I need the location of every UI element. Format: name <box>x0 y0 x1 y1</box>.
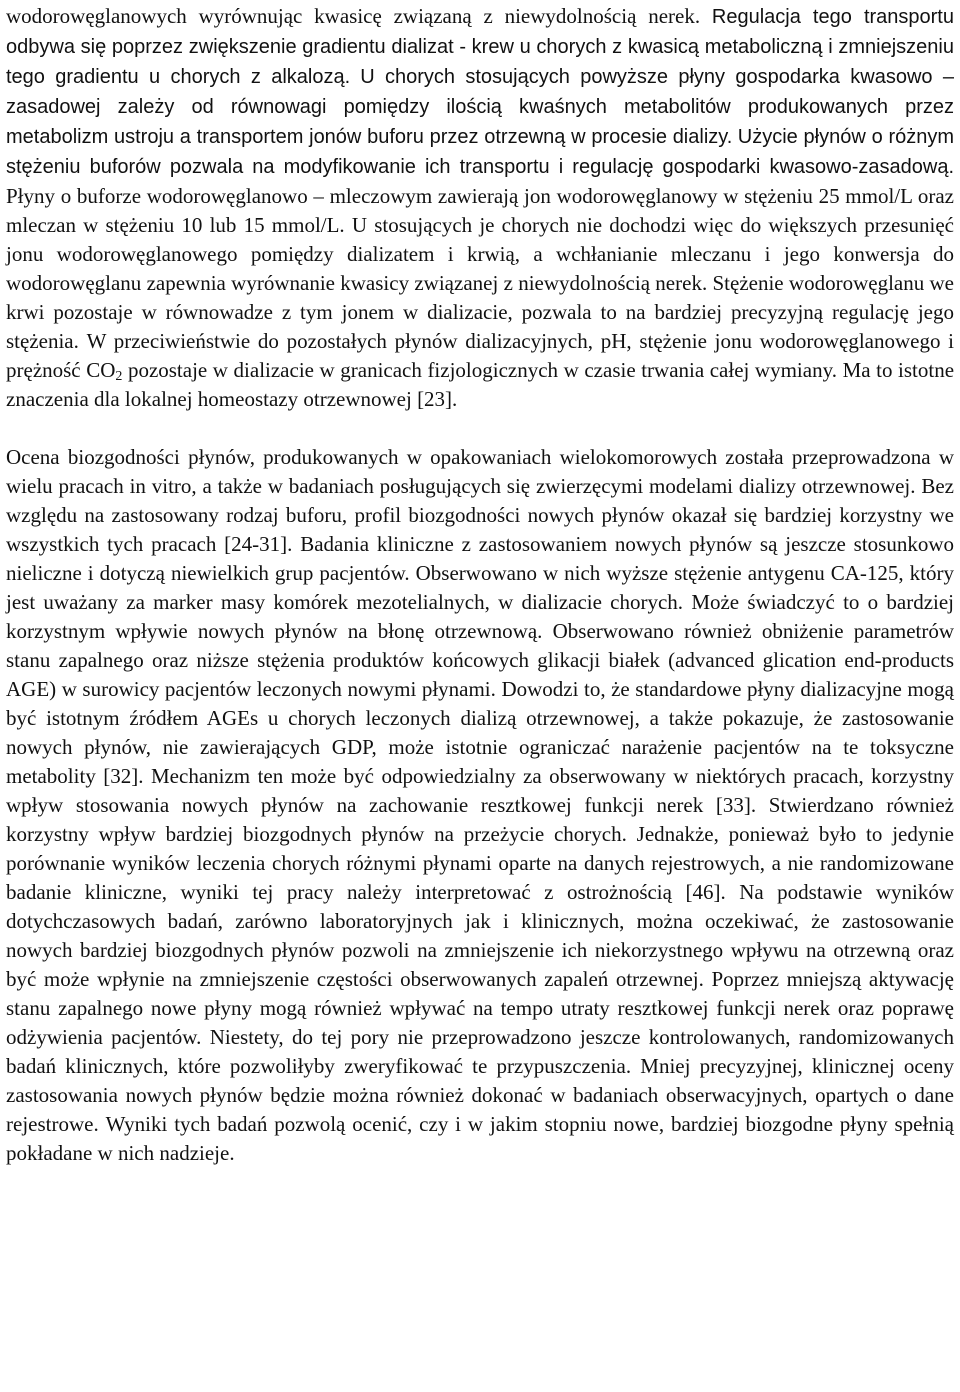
sentence: Wyniki tych badań pozwolą ocenić, czy i w jakim stopniu nowe, bardziej biozgodne płyny spełnią pokładane w nich nadzieje. <box>6 1112 954 1165</box>
sentence-with-co2 <box>6 329 954 382</box>
sentence: Stwierdzano również korzystny wpływ bardziej biozgodnych płynów na przeżycie chorych. <box>6 793 955 846</box>
document-page <box>6 2 954 1168</box>
sentence: Może świadczyć to o bardziej korzystnym wpływie nowych płynów na błonę otrzewnową. <box>6 590 955 643</box>
sentence: wodorowęglanowych wyrównując kwasicę związaną z niewydolnością nerek. <box>6 4 701 28</box>
sentence: Obserwowano również obniżenie parametrów stanu zapalnego oraz niższe stężenia produktów końcowych glikacji białek (advanced glication end-products AGE) w surowicy pacjentów leczonych nowymi płynami. <box>6 619 955 701</box>
sentence: Stężenie wodorowęglanu we krwi pozostaje w równowadze z tym jonem w dializacie, pozwala to na bardziej precyzyjną regulację jego stężenia. <box>6 271 955 353</box>
sentence: Dowodzi to, że standardowe płyny dializacyjne mogą być istotnym źródłem AGEs u chorych leczonych dializą otrzewnowej, a także pokazuje, że zastosowanie nowych płynów, nie zawierających GDP, może istotnie ograniczać narażenie pacjentów na te toksyczne metabolity [32]. <box>6 677 954 788</box>
subscript: 2 <box>115 369 123 384</box>
sentence: Poprzez mniejszą aktywację stanu zapalnego nowe płyny mogą również wpływać na tempo utraty resztkowej funkcji nerek oraz poprawę odżywienia pacjentów. <box>6 967 955 1049</box>
sentence: Niestety, do tej pory nie przeprowadzono jeszcze kontrolowanych, randomizowanych badań klinicznych, które pozwoliłyby zweryfikować te przypuszczenia. <box>6 1025 955 1078</box>
sentence: Na podstawie wyników dotychczasowych badań, zarówno laboratoryjnych jak i klinicznych, można oczekiwać, że zastosowanie nowych bardziej biozgodnych płynów pozwoli na zmniejszenie ich niekorzystnego wpływu na otrzewną oraz być może wpłynie na zmniejszenie częstości obserwowanych zapaleń otrzewnej. <box>6 880 954 991</box>
paragraph-biocompatibility <box>6 443 954 1168</box>
sentence: Ma to istotne znaczenia dla lokalnej homeostazy otrzewnowej [23]. <box>6 358 955 411</box>
sentence: Regulacja tego transportu odbywa się poprzez zwiększenie gradientu dializat - krew u chorych z kwasicą metaboliczną i zmniejszeniu tego gradientu u chorych z alkalozą. <box>6 6 954 88</box>
sentence-text-after: pozostaje w dializacie w granicach fizjologicznych w czasie trwania całej wymiany. <box>122 358 837 382</box>
sentence: Jednakże, ponieważ było to jedynie porównanie wyników leczenia chorych różnymi płynami oparte na danych rejestrowych, a nie randomizowane badanie kliniczne, wyniki tej pracy należy interpretować z ostrożnością [46]. <box>6 822 955 904</box>
sentence: Mniej precyzyjnej, klinicznej oceny zastosowania nowych płynów będzie można również dokonać w badaniach obserwacyjnych, opartych o dane rejestrowe. <box>6 1054 955 1136</box>
sentence: Badania kliniczne z zastosowaniem nowych płynów są jeszcze stosunkowo nieliczne i dotyczą niewielkich grup pacjentów. <box>6 532 954 585</box>
paragraph-buffer-transport <box>6 2 954 414</box>
sentence: Mechanizm ten może być odpowiedzialny za obserwowany w niektórych pracach, korzystny wpływ stosowania nowych płynów na zachowanie resztkowej funkcji nerek [33]. <box>6 764 954 817</box>
sentence: Płyny o buforze wodorowęglanowo – mleczowym zawierają jon wodorowęglanowy w stężeniu 25 mmol/L oraz mleczan w stężeniu 10 lub 15 mmol/L. <box>6 184 954 237</box>
sentence: Użycie płynów o różnym stężeniu buforów pozwala na modyfikowanie ich transportu i regulację gospodarki kwasowo-zasadową. <box>6 126 955 178</box>
sentence-text: W przeciwieństwie do pozostałych płynów dializacyjnych, pH, stężenie jonu wodorowęglanowego i prężność CO <box>6 329 955 382</box>
sentence: U stosujących je chorych nie dochodzi więc do większych przesunięć jonu wodorowęglanowego pomiędzy dializatem i krwią, a wchłanianie mleczanu i jego konwersja do wodorowęglanu zapewnia wyrównanie kwasicy związanej z niewydolnością nerek. <box>6 213 955 295</box>
sentence: Obserwowano w nich wyższe stężenie antygenu CA-125, który jest uważany za marker masy komórek mezotelialnych, w dializacie chorych. <box>6 561 954 614</box>
sentence: Bez względu na zastosowany rodzaj buforu, profil biozgodności nowych płynów okazał się bardziej korzystny we wszystkich tych pracach [24-31]. <box>6 474 954 556</box>
sentence: U chorych stosujących powyższe płyny gospodarka kwasowo – zasadowej zależy od równowagi pomiędzy ilością kwaśnych metabolitów produkowanych przez metabolizm ustroju a transportem jonów buforu przez otrzewną w procesie dializy. <box>6 66 955 148</box>
sentence: Ocena biozgodności płynów, produkowanych w opakowaniach wielokomorowych została przeprowadzona w wielu pracach in vitro, a także w badaniach posługujących się zwierzęcymi modelami dializy otrzewnowej. <box>6 445 954 498</box>
